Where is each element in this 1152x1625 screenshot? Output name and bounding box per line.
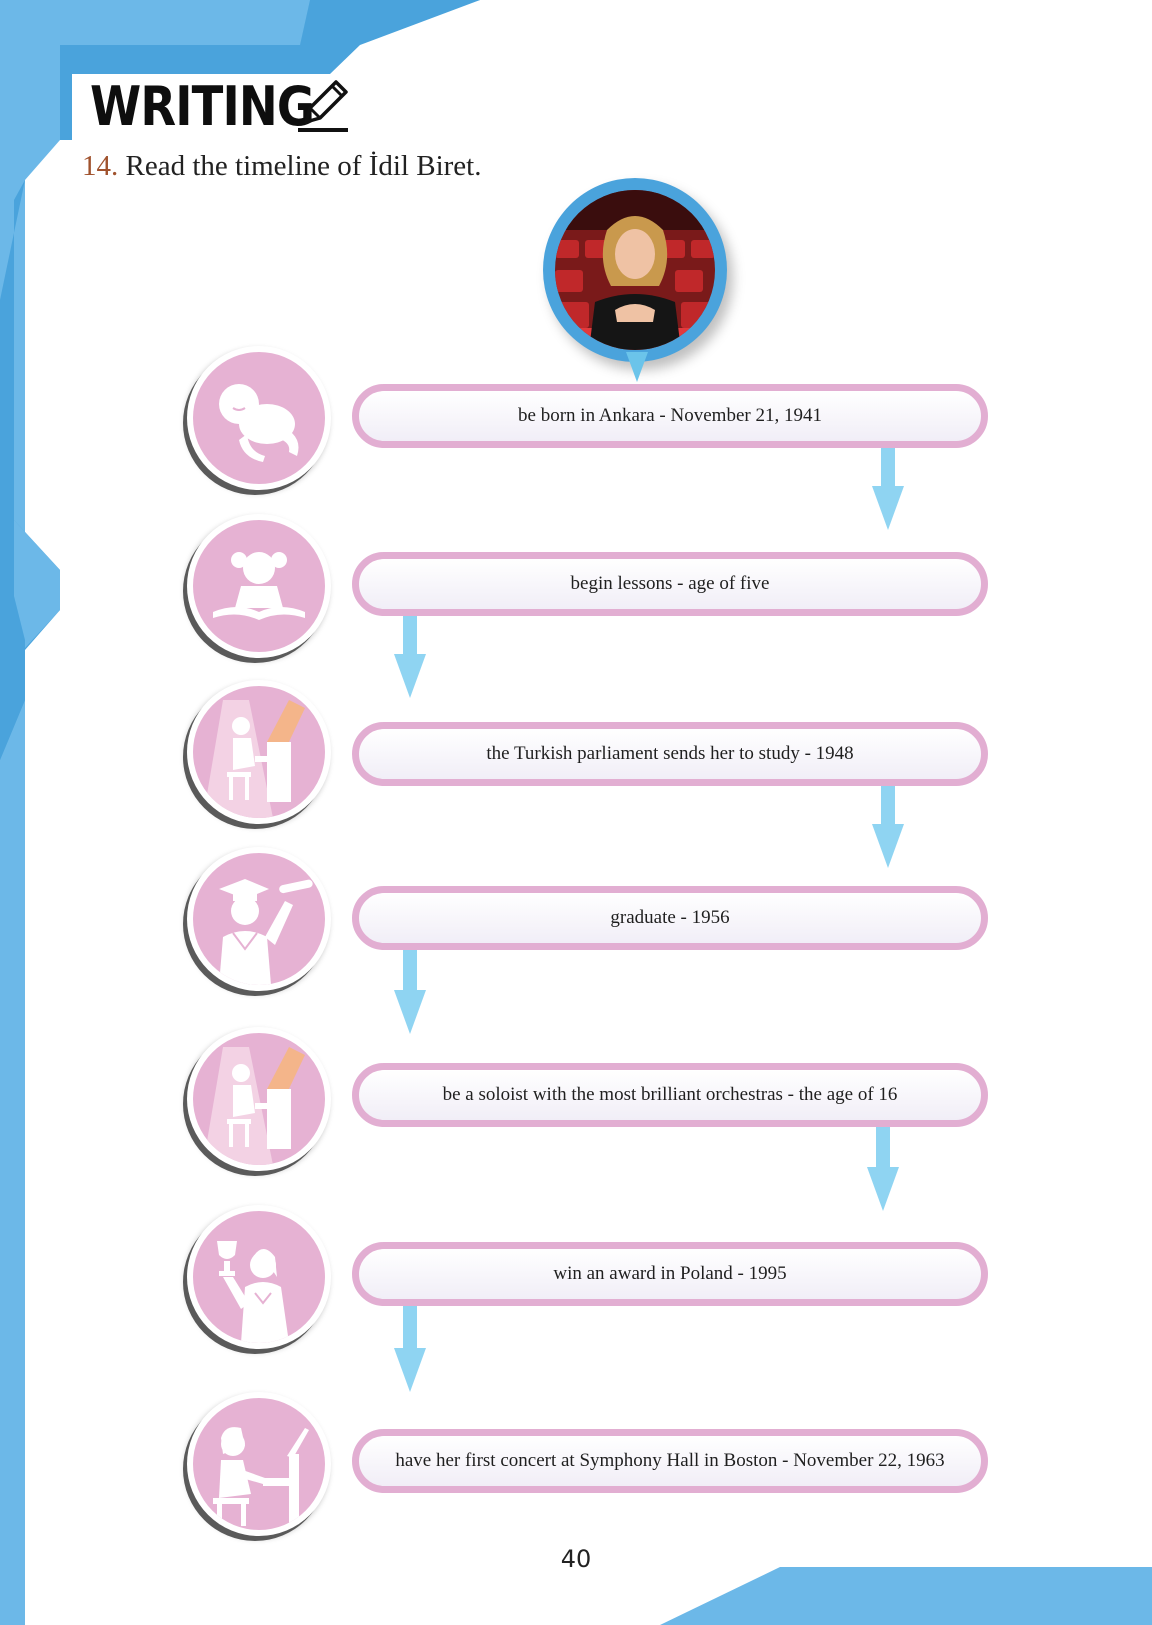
timeline-arrow-6	[394, 1306, 426, 1392]
timeline-icon-1	[187, 346, 331, 490]
timeline-arrow-1	[872, 448, 904, 530]
timeline-event-4: graduate - 1956	[352, 886, 988, 950]
timeline-event-6: win an award in Poland - 1995	[352, 1242, 988, 1306]
timeline-event-7: have her first concert at Symphony Hall in Boston - November 22, 1963	[352, 1429, 988, 1493]
portrait-pointer	[626, 352, 648, 382]
timeline-icon-3	[187, 680, 331, 824]
exercise-instruction	[82, 146, 481, 186]
graduate-icon	[193, 853, 325, 985]
portrait-photo	[555, 190, 715, 350]
girl-reading-icon	[193, 520, 325, 652]
timeline-icon-4	[187, 847, 331, 991]
portrait	[543, 178, 727, 362]
pencil-icon	[296, 76, 352, 134]
timeline-event-2: begin lessons - age of five	[352, 552, 988, 616]
page-number: 40	[560, 1545, 592, 1573]
timeline-icon-5	[187, 1027, 331, 1171]
timeline-icon-2	[187, 514, 331, 658]
timeline-arrow-3	[872, 786, 904, 868]
timeline-icon-7	[187, 1392, 331, 1536]
timeline-arrow-4	[394, 950, 426, 1034]
timeline-arrow-5	[867, 1127, 899, 1211]
baby-icon	[193, 352, 325, 484]
timeline-icon-6	[187, 1205, 331, 1349]
timeline-event-5: be a soloist with the most brilliant orchestras - the age of 16	[352, 1063, 988, 1127]
timeline-event-1: be born in Ankara - November 21, 1941	[352, 384, 988, 448]
instruction-text: Read the timeline of İdil Biret.	[125, 150, 482, 182]
timeline-event-3: the Turkish parliament sends her to study - 1948	[352, 722, 988, 786]
section-title: WRITING	[90, 75, 315, 138]
pianist-spotlight-icon	[193, 1033, 325, 1165]
timeline-arrow-2	[394, 616, 426, 698]
trophy-winner-icon	[193, 1211, 325, 1343]
pianist-spotlight-icon	[193, 686, 325, 818]
exercise-number: 14.	[82, 150, 119, 182]
pianist-icon	[193, 1398, 325, 1530]
